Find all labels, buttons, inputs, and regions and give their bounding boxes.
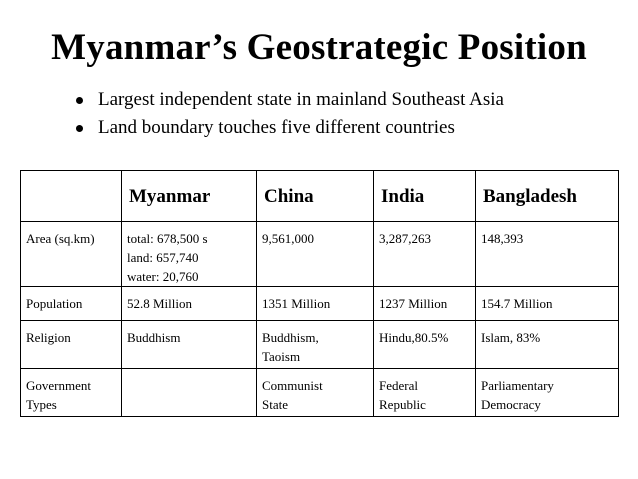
table-row-religion (21, 321, 619, 369)
row-label-text: Population (26, 296, 83, 311)
row-label-text: Religion (26, 330, 71, 345)
table-cell (257, 287, 374, 321)
table-cell (257, 369, 374, 417)
row-label (21, 321, 122, 369)
table-cell (476, 222, 619, 287)
bullet-dot-icon (76, 97, 83, 104)
header-cell-india: India (374, 171, 476, 222)
cell-line: Republic (379, 397, 426, 412)
table-cell (476, 369, 619, 417)
bullet-dot-icon (76, 125, 83, 132)
bullet-text: Largest independent state in mainland Southeast Asia (98, 89, 504, 110)
cell-line: Communist (262, 378, 323, 393)
table-cell (374, 222, 476, 287)
cell-line: water: 20,760 (127, 269, 199, 284)
table-cell (122, 222, 257, 287)
bullet-item (74, 86, 504, 114)
cell-line: Parliamentary (481, 378, 554, 393)
cell-line: Democracy (481, 397, 541, 412)
cell-line: Taoism (262, 349, 301, 364)
header-cell-myanmar: Myanmar (122, 171, 257, 222)
table-cell (476, 287, 619, 321)
row-label (21, 287, 122, 321)
bullet-text: Land boundary touches five different countries (98, 117, 455, 138)
table-cell (374, 287, 476, 321)
comparison-table (20, 170, 619, 417)
header-cell-empty (21, 171, 122, 222)
slide-title: Myanmar’s Geostrategic Position (51, 27, 587, 68)
table-cell (257, 321, 374, 369)
cell-line: 154.7 Million (481, 296, 553, 311)
row-label (21, 222, 122, 287)
cell-line: 52.8 Million (127, 296, 193, 311)
cell-line: Hindu,80.5% (379, 330, 449, 345)
cell-line: Islam, 83% (481, 330, 541, 345)
cell-line: 1237 Million (379, 296, 448, 311)
table-cell (374, 321, 476, 369)
table-header-row (21, 171, 619, 222)
row-label (21, 369, 122, 417)
cell-line: State (262, 397, 288, 412)
header-cell-bangladesh: Bangladesh (476, 171, 619, 222)
table-cell (476, 321, 619, 369)
bullet-list (74, 86, 504, 142)
cell-line: 148,393 (481, 231, 524, 246)
table-row-area (21, 222, 619, 287)
row-label-text: Area (sq.km) (26, 231, 95, 246)
cell-line: 9,561,000 (262, 231, 314, 246)
header-cell-china: China (257, 171, 374, 222)
table-cell (122, 369, 257, 417)
table-row-government (21, 369, 619, 417)
row-label-text: Types (26, 397, 57, 412)
cell-line: land: 657,740 (127, 250, 199, 265)
table-row-population (21, 287, 619, 321)
cell-line: Federal (379, 378, 418, 393)
row-label-text: Government (26, 378, 91, 393)
table-cell (122, 321, 257, 369)
bullet-item (74, 114, 504, 142)
table-cell (122, 287, 257, 321)
table-cell (374, 369, 476, 417)
table-cell (257, 222, 374, 287)
cell-line: Buddhism (127, 330, 181, 345)
cell-line: 1351 Million (262, 296, 331, 311)
cell-line: 3,287,263 (379, 231, 431, 246)
cell-line: total: 678,500 s (127, 231, 208, 246)
cell-line: Buddhism, (262, 330, 319, 345)
